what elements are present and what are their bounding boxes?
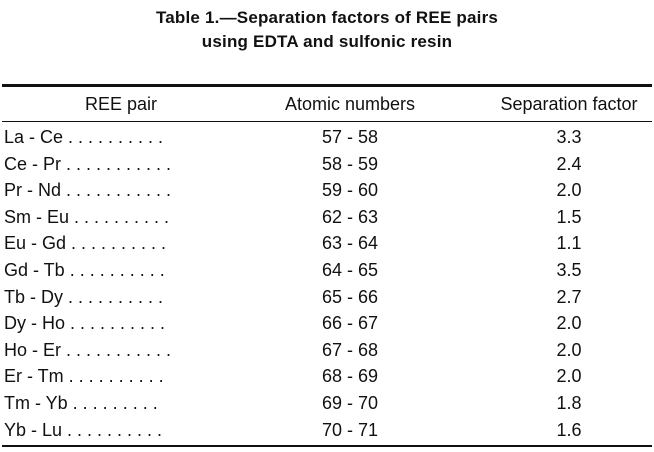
atomic-numbers-cell: 65 - 66 bbox=[321, 286, 379, 307]
table-row bbox=[0, 284, 654, 311]
ree-pair-cell: Tm - Yb . . . . . . . . . bbox=[4, 392, 158, 413]
atomic-numbers-cell: 63 - 64 bbox=[321, 233, 379, 254]
ree-pair-cell: La - Ce . . . . . . . . . . bbox=[4, 127, 164, 147]
ree-pair-cell: Ce - Pr . . . . . . . . . . . bbox=[4, 153, 172, 174]
table-header-rule bbox=[2, 121, 652, 122]
ree-pair-cell: Dy - Ho . . . . . . . . . . bbox=[4, 313, 166, 334]
atomic-numbers-cell: 69 - 70 bbox=[321, 392, 379, 413]
table-row bbox=[0, 417, 654, 444]
atomic-numbers-cell: 57 - 58 bbox=[321, 127, 379, 147]
atomic-numbers-cell: 70 - 71 bbox=[321, 419, 379, 440]
table-row bbox=[0, 363, 654, 390]
atomic-numbers-cell: 66 - 67 bbox=[321, 313, 379, 334]
table-body bbox=[0, 124, 654, 443]
atomic-numbers-cell: 58 - 59 bbox=[321, 153, 379, 174]
atomic-numbers-cell: 64 - 65 bbox=[321, 259, 379, 280]
table-header-row bbox=[0, 90, 654, 118]
atomic-numbers-cell: 67 - 68 bbox=[321, 339, 379, 360]
separation-factor-cell: 2.0 bbox=[556, 180, 582, 201]
table-row bbox=[0, 230, 654, 257]
separation-factor-cell: 3.3 bbox=[556, 127, 582, 147]
atomic-numbers-cell: 68 - 69 bbox=[321, 366, 379, 387]
separation-factor-cell: 2.0 bbox=[556, 339, 582, 360]
table-row bbox=[0, 390, 654, 417]
separation-factor-cell: 1.8 bbox=[556, 392, 582, 413]
table-row bbox=[0, 177, 654, 204]
column-header-ree-pair: REE pair bbox=[84, 94, 158, 114]
ree-pair-cell: Yb - Lu . . . . . . . . . . bbox=[4, 419, 163, 440]
table-row bbox=[0, 151, 654, 178]
separation-factor-cell: 2.0 bbox=[556, 313, 582, 334]
table-bottom-rule bbox=[2, 445, 652, 447]
separation-factor-cell: 2.0 bbox=[556, 366, 582, 387]
table-title-line-1: Table 1.—Separation factors of REE pairs bbox=[155, 8, 499, 27]
atomic-numbers-cell: 59 - 60 bbox=[321, 180, 379, 201]
separation-factor-cell: 1.6 bbox=[556, 419, 582, 440]
ree-pair-cell: Sm - Eu . . . . . . . . . . bbox=[4, 206, 170, 227]
ree-pair-cell: Er - Tm . . . . . . . . . . bbox=[4, 366, 164, 387]
separation-factor-cell: 1.1 bbox=[556, 233, 582, 254]
atomic-numbers-cell: 62 - 63 bbox=[321, 206, 379, 227]
ree-pair-cell: Gd - Tb . . . . . . . . . . bbox=[4, 259, 165, 280]
separation-factor-cell: 2.7 bbox=[556, 286, 582, 307]
ree-pair-cell: Ho - Er . . . . . . . . . . . bbox=[4, 339, 172, 360]
table-title bbox=[0, 6, 654, 54]
ree-pair-cell: Tb - Dy . . . . . . . . . . bbox=[4, 286, 164, 307]
table-title-line-2: using EDTA and sulfonic resin bbox=[201, 32, 453, 51]
table-row bbox=[0, 257, 654, 284]
ree-pair-cell: Pr - Nd . . . . . . . . . . . bbox=[4, 180, 172, 201]
separation-factor-cell: 2.4 bbox=[556, 153, 582, 174]
ree-pair-cell: Eu - Gd . . . . . . . . . . bbox=[4, 233, 167, 254]
table-top-rule bbox=[2, 84, 652, 87]
column-header-atomic-numbers: Atomic numbers bbox=[284, 94, 416, 114]
table-row bbox=[0, 204, 654, 231]
table-row bbox=[0, 124, 654, 151]
table-row bbox=[0, 337, 654, 364]
separation-factor-cell: 3.5 bbox=[556, 259, 582, 280]
column-header-separation-factor: Separation factor bbox=[500, 94, 638, 114]
table-row bbox=[0, 310, 654, 337]
separation-factor-cell: 1.5 bbox=[556, 206, 582, 227]
